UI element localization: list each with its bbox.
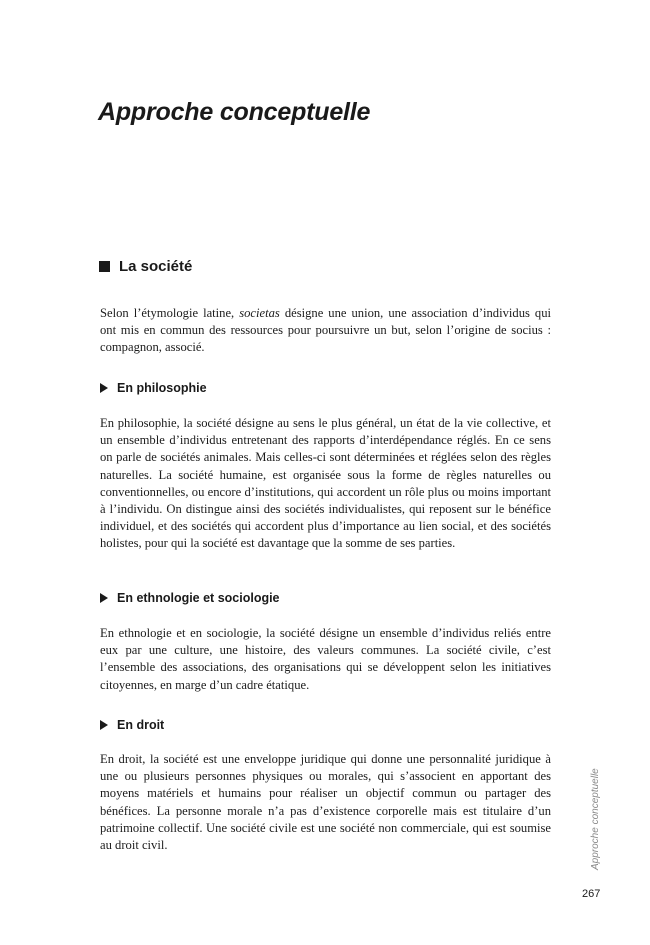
subheading-text: En droit: [117, 718, 165, 732]
triangle-bullet-icon: [100, 383, 108, 393]
paragraph-ethnologie: En ethnologie et en sociologie, la société désigne un ensemble d’individus reliés entre eux par une culture, une histoire, des valeurs communes. La société civile, c’est l’ensemble des associations, des organisations qui se développent selon les initiatives citoyennes, en marge d’un cadre étatique.: [100, 626, 551, 692]
intro-text-start: Selon l’étymologie latine,: [100, 306, 240, 320]
square-bullet-icon: [99, 261, 110, 272]
paragraph-philosophie: En philosophie, la société désigne au sens le plus général, un état de la vie collective, et un ensemble d’individus entretenant des rapports d’interdépendance réglés. En ce sens on parle de sociétés animales. Mais celles-ci sont déterminées et réglées selon des règles naturelles. La société humaine, est organisée sous la forme de règles naturelles ou conventionnelles, ou encore d’institutions, qui accordent un rôle plus ou moins important à l’individu. On distingue ainsi des sociétés individualistes, qui reposent sur le bénéfice individuel, et des sociétés qui accordent plus d’importance au lien social, et des sociétés holistes, pour qui la société est davantage que la somme de ses parties.: [100, 416, 551, 551]
subheading-text: En ethnologie et sociologie: [117, 591, 280, 605]
intro-text-end: désigne une union, une association d’individus qui ont mis en commun des ressources pour poursuivre un but, selon l’origine de socius : compagnon, associé.: [100, 306, 552, 355]
section-heading-text: La société: [119, 258, 193, 275]
page-title: Approche conceptuelle: [98, 98, 371, 126]
subheading-text: En philosophie: [117, 381, 207, 395]
intro-paragraph: [100, 305, 551, 357]
paragraph-droit: En droit, la société est une enveloppe juridique qui donne une personnalité juridique à une ou plusieurs personnes physiques ou morales, qui s’associent en apportant des moyens matériels et humains pour réaliser un objectif commun ou partager des bénéfices. La personne morale n’a pas d’existence corporelle mais est titulaire d’un patrimoine collectif. Une société civile est une société non commerciale, qui est soumise au droit civil.: [100, 752, 551, 853]
triangle-bullet-icon: [100, 593, 108, 603]
subheading-droit: [100, 718, 164, 732]
triangle-bullet-icon: [100, 720, 108, 730]
intro-emphasis: societas: [239, 306, 280, 320]
page-number: 267: [582, 888, 601, 900]
side-running-head: Approche conceptuelle: [590, 768, 601, 870]
section-heading: [99, 258, 192, 275]
subheading-ethnologie: [100, 591, 280, 605]
subheading-philosophie: [100, 381, 207, 395]
